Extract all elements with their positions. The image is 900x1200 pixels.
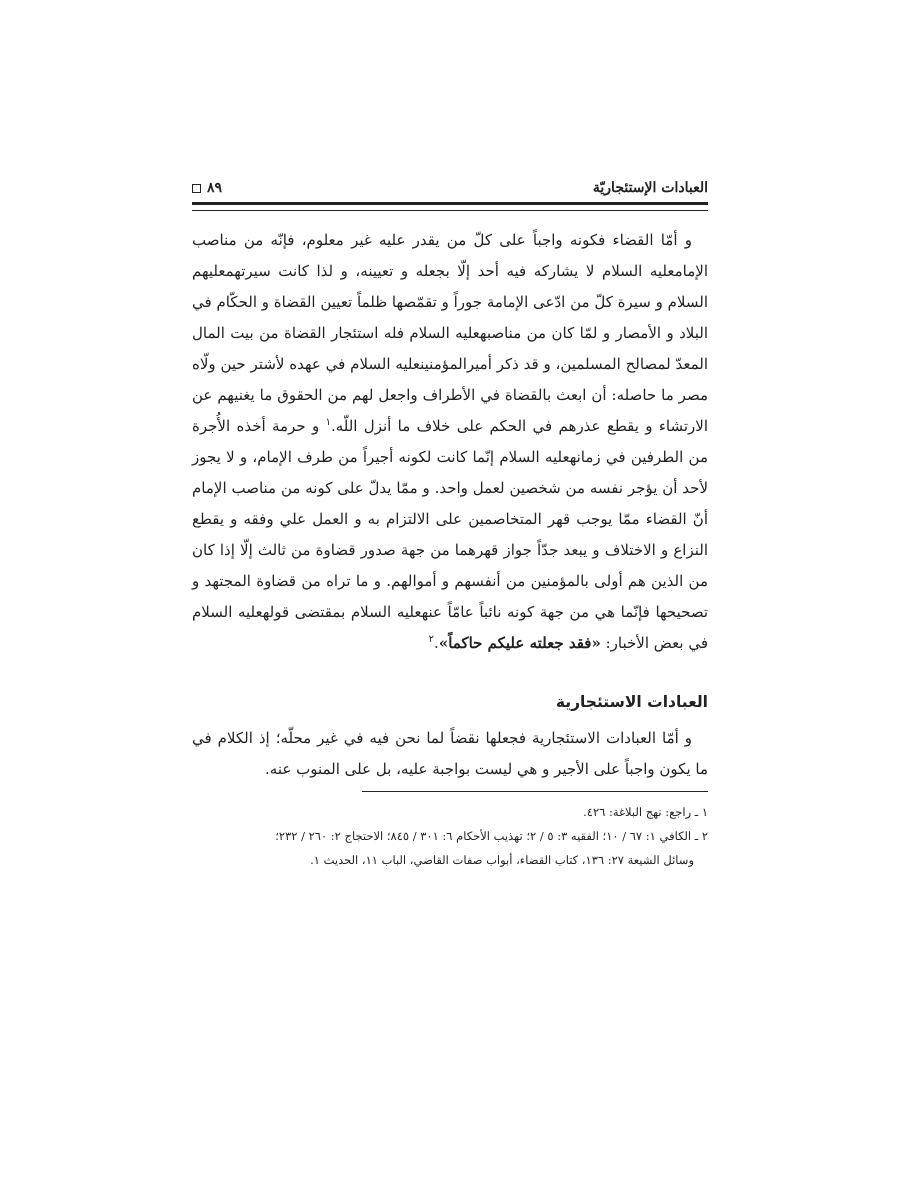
footnotes — [192, 800, 708, 872]
footnote-rule — [362, 791, 708, 792]
page-number-group — [192, 180, 222, 196]
square-icon — [192, 184, 201, 193]
footnote-2: ٢ ـ الكافي ١: ٦٧ / ١٠؛ الفقيه ٣: ٥ / ٢؛ تهذيب الأحكام ٦: ٣٠١ / ٨٤٥؛ الاحتجاج ٢: ٢٦٠ / ٢٣٢؛ — [275, 829, 708, 843]
running-title: العبادات الإستئجاريّة — [592, 180, 708, 196]
page-number: ٨٩ — [207, 180, 223, 196]
footnote-ref-1[interactable]: ١ — [325, 417, 331, 428]
footnote-ref-2[interactable]: ٢ — [428, 634, 435, 645]
body-paragraph-1 — [192, 211, 708, 659]
body-paragraph-2: و أمّا العبادات الاستئجارية فجعلها نقضاً لما نحن فيه في غير محلّه؛ إذ الكلام في ما يكون واجباً على الأجير و هي ليست بواجبة عليه، بل على المنوب عنه. — [192, 729, 708, 778]
paragraph-text: و أمّا القضاء فكونه واجباً على كلّ من يقدر عليه غير معلوم، فإنّه من مناصب الإمامعليه السلام لا يشاركه فيه أحد إلّا بجعله و تعيينه، و لذا كانت سيرتهمعليهم السلام و سيرة كلّ من ادّعى الإمامة جوراً و تقمّصها ظلماً تعيين القضاة و الحكّام في البلاد و الأمصار و لمّا كان من مناصبهعليه السلام فله استئجار القضاة من بيت المال المعدّ لمصالح المسلمين، و قد ذكر أميرالمؤمنينعليه السلام في عهده لأشتر حين ولّاه مصر ما حاصله: أن ابعث بالقضاة في الأطراف واجعل لهم من الحقوق ما يغنيهم عن الارتشاء و يقطع عذرهم في الحكم على خلاف ما أنزل اللّه. — [192, 231, 708, 435]
footnote-1: ١ ـ راجع: نهج البلاغة: ٤٢٦. — [583, 805, 708, 819]
document-page — [192, 170, 708, 872]
paragraph-text-cont: و حرمة أخذه الأُجرة من الطرفين في زمانهعليه السلام إنّما كانت لكونه أجيراً من طرف الإمام، و لا يجوز لأحد أن يؤجر نفسه من شخصين لعمل واحد. و ممّا يدلّ على كونه من مناصب الإمام أنّ القضاء ممّا يوجب قهر المتخاصمين على الالتزام به و العمل علي وفقه و يقطع النزاع و الاختلاف و يبعد جدّاً جواز قهرهما من جهة صدور قضاوة من ثالث إلّا إذا كان من الذين هم أولى بالمؤمنين من أنفسهم و أموالهم. و ما تراه من قضاوة المجتهد و تصحيحها فإنّما هي من جهة كونه نائباً عامّاً عنهعليه السلام بمقتضى قولهعليه السلام في بعض الأخبار: — [192, 417, 708, 652]
quotation-end: . — [434, 634, 439, 652]
header-rule — [192, 202, 708, 211]
running-header — [192, 170, 708, 196]
quotation: «فقد جعلته عليكم حاكماً» — [438, 634, 601, 652]
footnote-2-continued: وسائل الشيعة ٢٧: ١٣٦، كتاب القضاء، أبواب صفات القاضي، الباب ١١، الحديث ١. — [310, 853, 694, 867]
section-heading: العبادات الاستئجارية — [555, 693, 708, 711]
